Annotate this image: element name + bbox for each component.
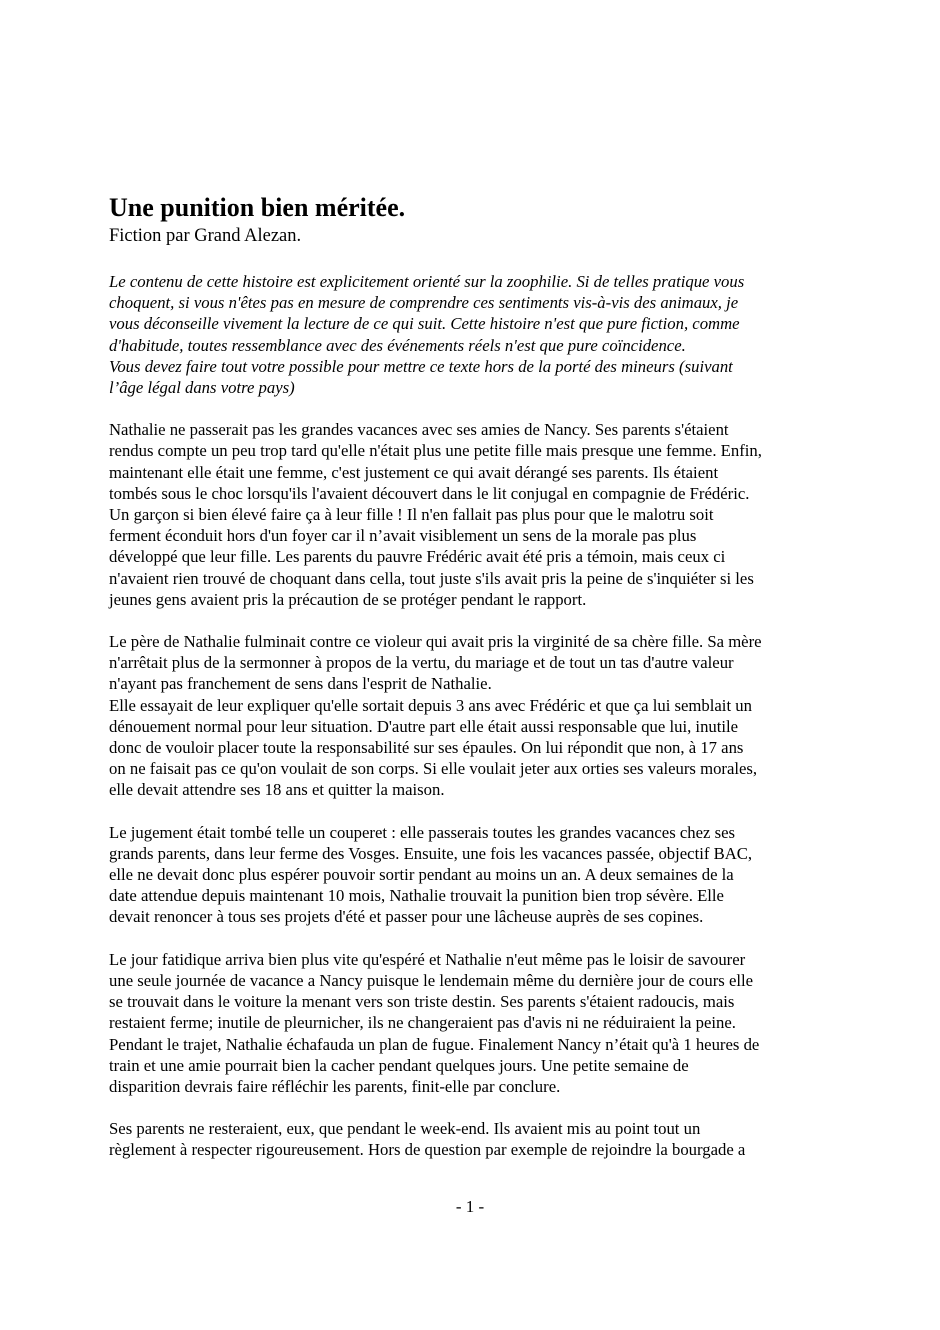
story-paragraph [109, 822, 837, 928]
text-line: elle ne devait donc plus espérer pouvoir sortir pendant au moins un an. A deux semaines de la [109, 865, 734, 885]
text-line: Le père de Nathalie fulminait contre ce violeur qui avait pris la virginité de sa chère fille. Sa mère [109, 632, 762, 652]
text-line: une seule journée de vacance a Nancy puisque le lendemain même du dernière jour de cours elle [109, 970, 754, 990]
text-line: Elle essayait de leur expliquer qu'elle sortait depuis 3 ans avec Frédéric et que ça lui semblait un [109, 695, 752, 715]
document-body [109, 192, 837, 1161]
text-line: règlement à respecter rigoureusement. Hors de question par exemple de rejoindre la bourgade a [109, 1140, 746, 1160]
story-paragraph [109, 949, 837, 1097]
story-paragraph [109, 419, 837, 610]
warning-line: l’âge légal dans votre pays) [109, 378, 295, 398]
text-line: maintenant elle était une femme, c'est justement ce qui avait dérangé ses parents. Ils étaient [109, 462, 719, 482]
text-line: Un garçon si bien élevé faire ça à leur fille ! Il n'en fallait pas plus pour que le malotru soit [109, 505, 714, 525]
warning-line: d'habitude, toutes ressemblance avec des événements réels n'est que pure coïncidence. [109, 335, 686, 355]
text-line: devait renoncer à tous ses projets d'été et passer pour une lâcheuse auprès de ses copines. [109, 907, 704, 927]
text-line: restaient ferme; inutile de pleurnicher, ils ne changeraient pas d'avis ni ne réduiraient la peine. [109, 1013, 736, 1033]
text-line: jeunes gens avaient pris la précaution de se protéger pendant le rapport. [109, 589, 587, 609]
text-line: tombés sous le choc lorsqu'ils l'avaient découvert dans le lit conjugal en compagnie de Frédéric. [109, 483, 750, 503]
text-line: train et une amie pourrait bien la cacher pendant quelques jours. Une petite semaine de [109, 1055, 689, 1075]
document-subtitle: Fiction par Grand Alezan. [109, 226, 302, 246]
text-line: Nathalie ne passerait pas les grandes vacances avec ses amies de Nancy. Ses parents s'étaient [109, 420, 729, 440]
text-line: elle devait attendre ses 18 ans et quitter la maison. [109, 780, 445, 800]
story-paragraph [109, 631, 837, 801]
text-line: Ses parents ne resteraient, eux, que pendant le week-end. Ils avaient mis au point tout un [109, 1119, 701, 1139]
text-line: Le jugement était tombé telle un couperet : elle passerais toutes les grandes vacances chez ses [109, 822, 735, 842]
text-line: n'arrêtait plus de la sermonner à propos de la vertu, du mariage et de tout un tas d'autre valeur [109, 653, 734, 673]
text-line: Pendant le trajet, Nathalie échafauda un plan de fugue. Finalement Nancy n’était qu'à 1 heures de [109, 1034, 760, 1054]
warning-line: Le contenu de cette histoire est explicitement orienté sur la zoophilie. Si de telles pratique vous [109, 272, 745, 291]
text-line: Le jour fatidique arriva bien plus vite qu'espéré et Nathalie n'eut même pas le loisir de savourer [109, 949, 746, 969]
text-line: disparition devrais faire réfléchir les parents, finit-elle par conclure. [109, 1076, 561, 1096]
warning-line: choquent, si vous n'êtes pas en mesure de comprendre ces sentiments vis-à-vis des animaux, je [109, 293, 739, 313]
text-line: grands parents, dans leur ferme des Vosges. Ensuite, une fois les vacances passée, objectif BAC, [109, 843, 753, 863]
text-line: donc de vouloir placer toute la responsabilité sur ses épaules. On lui répondit que non, à 17 ans [109, 738, 744, 758]
warning-line: vous déconseille vivement la lecture de ce qui suit. Cette histoire n'est que pure fiction, comme [109, 314, 740, 334]
content-warning [109, 271, 837, 398]
text-line: se trouvait dans le voiture la menant vers son triste destin. Ses parents s'étaient radoucis, mais [109, 992, 735, 1012]
text-line: on ne faisait pas ce qu'on voulait de son corps. Si elle voulait jeter aux orties ses valeurs morales, [109, 759, 758, 779]
text-line: n'avaient rien trouvé de choquant dans cella, tout juste s'ils avait pris la peine de s'inquiéter si les [109, 568, 754, 588]
warning-line: Vous devez faire tout votre possible pour mettre ce texte hors de la porté des mineurs (suivant [109, 356, 733, 376]
page-number: - 1 - [455, 1197, 485, 1216]
text-line: rendus compte un peu trop tard qu'elle n'était plus une petite fille mais presque une femme. Enfin, [109, 441, 762, 461]
document-title: Une punition bien méritée. [109, 193, 406, 222]
text-line: dénouement normal pour leur situation. D'autre part elle était aussi responsable que lui, inutile [109, 716, 739, 736]
text-line: n'ayant pas franchement de sens dans l'esprit de Nathalie. [109, 674, 492, 694]
text-line: ferment éconduit hors d'un foyer car il n’avait visiblement un sens de la morale pas plus [109, 526, 697, 546]
text-line: développé que leur fille. Les parents du pauvre Frédéric avait été pris a témoin, mais ceux ci [109, 547, 726, 567]
story-paragraph [109, 1118, 837, 1160]
text-line: date attendue depuis maintenant 10 mois, Nathalie trouvait la punition bien trop sévère. Elle [109, 886, 724, 906]
